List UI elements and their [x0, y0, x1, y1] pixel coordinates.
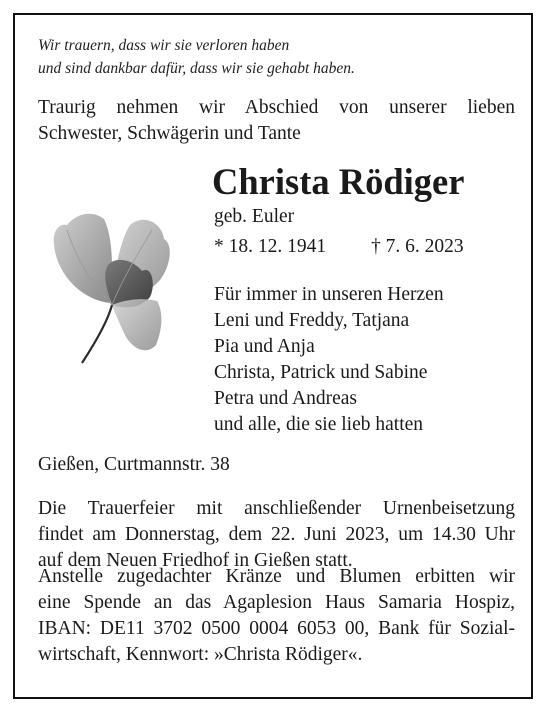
motto-line: und sind dankbar dafür, dass wir sie gehabt haben. — [38, 60, 355, 77]
ginkgo-leaf-icon — [52, 205, 182, 365]
mourners-line: Petra und Andreas — [214, 388, 357, 409]
life-dates — [214, 234, 464, 260]
address: Gießen, Curtmannstr. 38 — [38, 454, 230, 475]
donation-line: eine Spende an das Agaplesion Haus Samaria Hospiz, — [38, 592, 515, 613]
mourners-line: Christa, Patrick und Sabine — [214, 362, 428, 383]
funeral-line: auf dem Neuen Friedhof in Gießen statt. — [38, 550, 353, 571]
death-date: † 7. 6. 2023 — [371, 236, 464, 257]
mourners-line: Leni und Freddy, Tatjana — [214, 310, 410, 331]
funeral-line: findet am Donnerstag, dem 22. Juni 2023, um 14.30 Uhr — [38, 524, 515, 545]
mourners-line: und alle, die sie lieb hatten — [214, 414, 424, 435]
intro-text — [38, 95, 515, 147]
donation-info — [38, 564, 515, 668]
birth-name: geb. Euler — [214, 206, 295, 227]
funeral-line: Die Trauerfeier mit anschließender Urnenbeisetzung — [38, 498, 515, 519]
donation-line: Anstelle zugedachter Kränze und Blumen erbitten wir — [38, 566, 515, 587]
intro-line: Traurig nehmen wir Abschied von unserer lieben — [38, 97, 515, 118]
funeral-info — [38, 496, 515, 574]
donation-line: wirtschaft, Kennwort: »Christa Rödiger«. — [38, 644, 363, 665]
deceased-name: Christa Rödiger — [212, 161, 465, 202]
mourners-line: Für immer in unseren Herzen — [214, 284, 444, 305]
donation-line: IBAN: DE11 3702 0500 0004 6053 00, Bank für Sozial- — [38, 618, 515, 639]
intro-line: Schwester, Schwägerin und Tante — [38, 123, 301, 144]
mourners-line: Pia und Anja — [214, 336, 315, 357]
mourners-list — [214, 282, 444, 438]
motto-line: Wir trauern, dass wir sie verloren haben — [38, 37, 290, 54]
birth-date: * 18. 12. 1941 — [214, 236, 327, 257]
motto — [38, 34, 508, 80]
